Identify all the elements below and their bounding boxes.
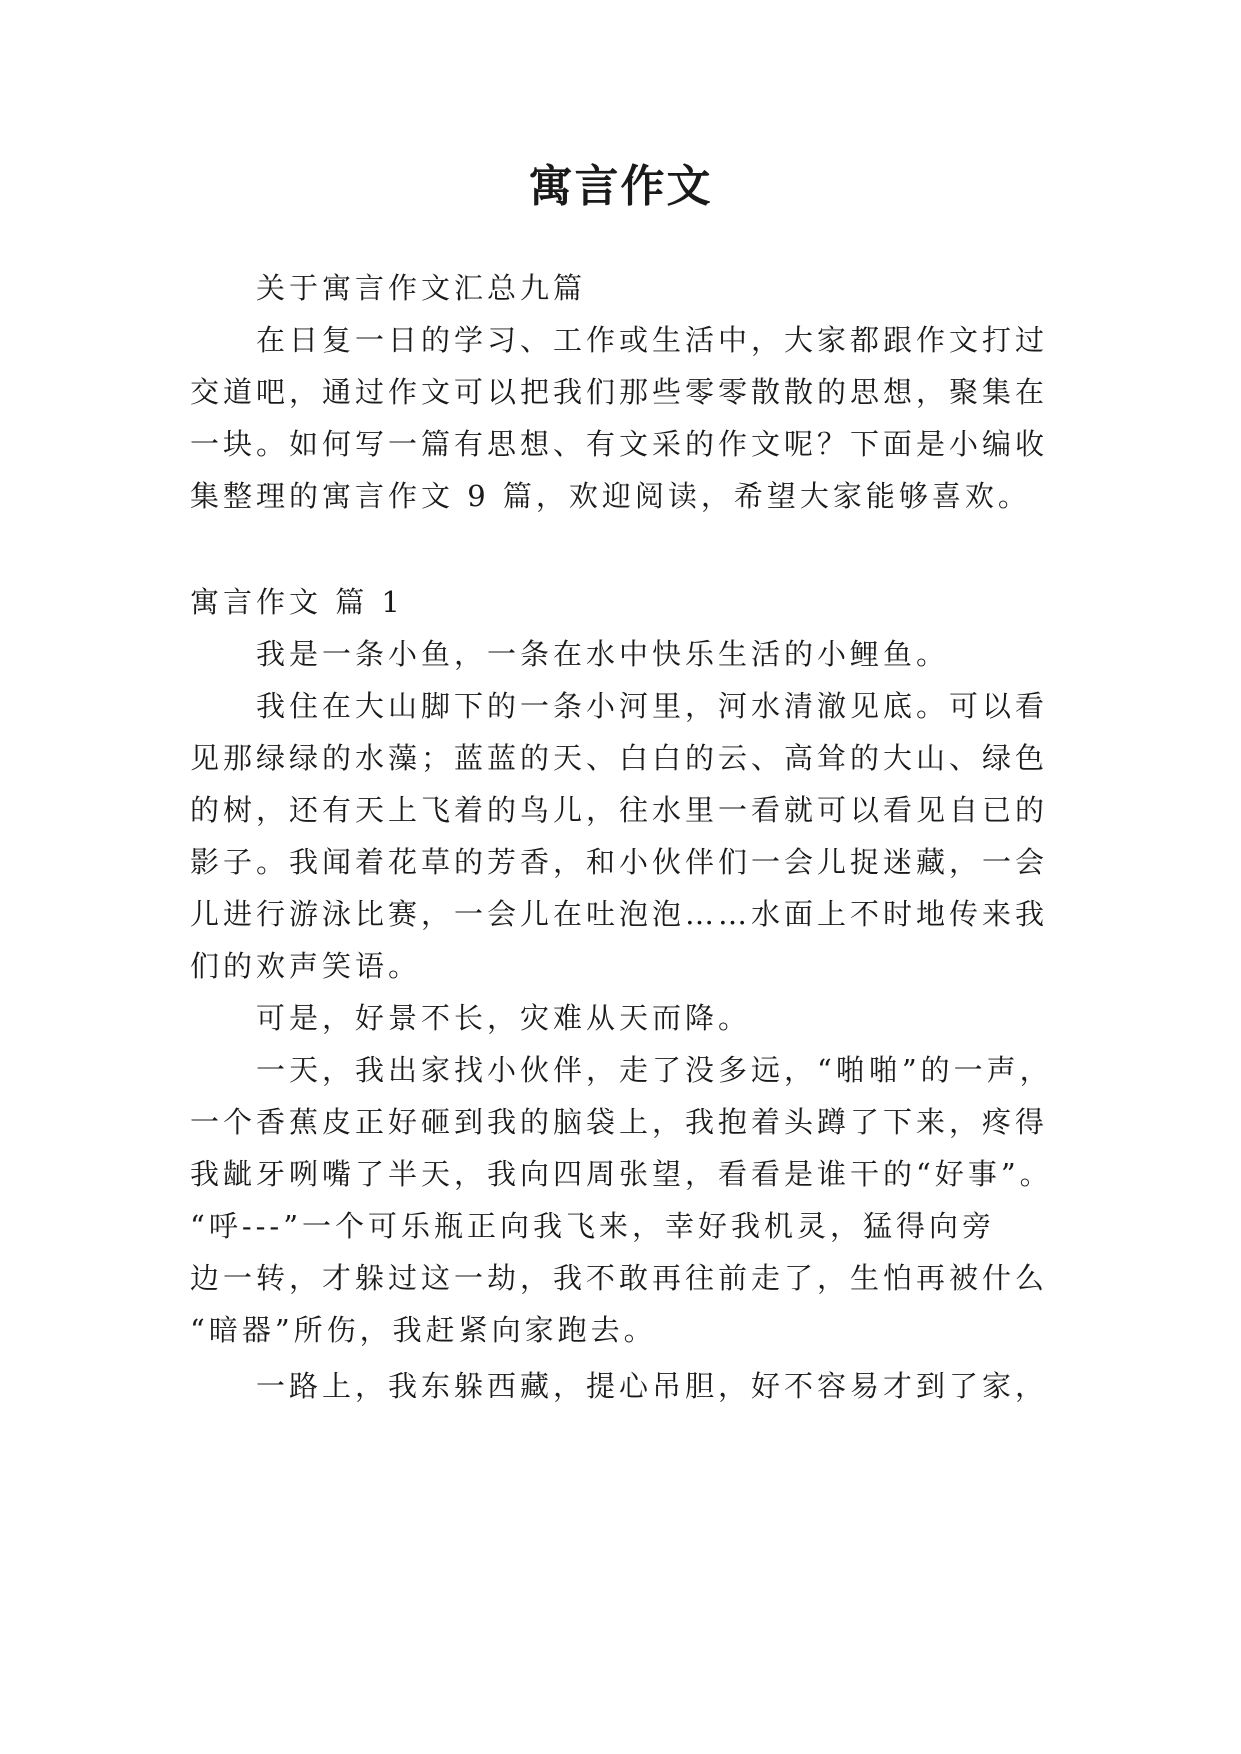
intro-subtitle: 关于寓言作文汇总九篇 [256,271,587,305]
p4-line-2: 一个香蕉皮正好砸到我的脑袋上，我抱着头蹲了下来，疼得 [190,1105,1049,1139]
p2-line-3: 的树，还有天上飞着的鸟儿，往水里一看就可以看见自已的 [190,793,1049,827]
paragraph-1: 我是一条小鱼，一条在水中快乐生活的小鲤鱼。 [256,637,950,671]
section-heading: 寓言作文 篇 1 [190,585,404,619]
p2-line-6: 们的欢声笑语。 [190,949,422,983]
intro-line-4: 集整理的寓言作文 9 篇，欢迎阅读，希望大家能够喜欢。 [190,479,1031,513]
paragraph-5: 一路上，我东躲西藏，提心吊胆，好不容易才到了家， [256,1369,1049,1403]
intro-line-2: 交道吧，通过作文可以把我们那些零零散散的思想，聚集在 [190,375,1049,409]
p4-line-6: “暗器”所伤，我赶紧向家跑去。 [190,1313,657,1347]
intro-line-3: 一块。如何写一篇有思想、有文采的作文呢？下面是小编收 [190,427,1049,461]
intro-line-1: 在日复一日的学习、工作或生活中，大家都跟作文打过 [256,323,1049,357]
paragraph-3: 可是，好景不长，灾难从天而降。 [256,1001,752,1035]
p2-line-1: 我住在大山脚下的一条小河里，河水清澈见底。可以看 [256,689,1049,723]
p4-line-1: 一天，我出家找小伙伴，走了没多远，“啪啪”的一声， [256,1053,1053,1087]
p2-line-2: 见那绿绿的水藻；蓝蓝的天、白白的云、高耸的大山、绿色 [190,741,1049,775]
p4-line-3: 我龇牙咧嘴了半天，我向四周张望，看看是谁干的“好事”。 [190,1157,1053,1191]
p2-line-4: 影子。我闻着花草的芳香，和小伙伴们一会儿捉迷藏，一会 [190,845,1049,879]
p4-line-5: 边一转，才躲过这一劫，我不敢再往前走了，生怕再被什么 [190,1261,1049,1295]
page-title: 寓言作文 [528,161,713,212]
p2-line-5: 儿进行游泳比赛，一会儿在吐泡泡……水面上不时地传来我 [190,897,1049,931]
p4-line-4: “呼---”一个可乐瓶正向我飞来，幸好我机灵，猛得向旁 [190,1209,996,1243]
